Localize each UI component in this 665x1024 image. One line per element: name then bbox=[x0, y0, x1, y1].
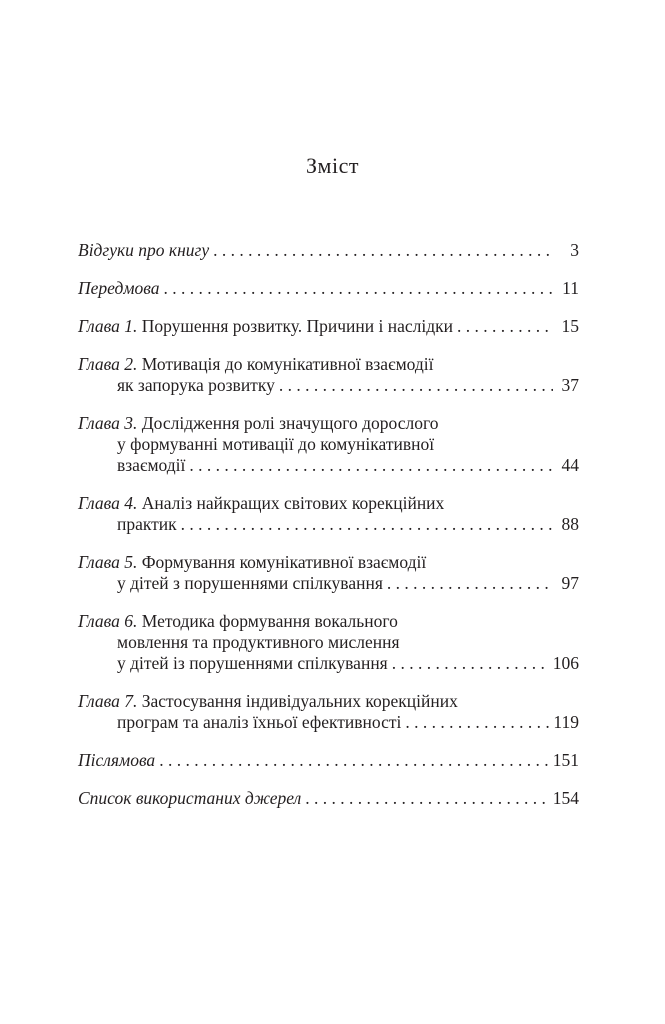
toc-entry-title-line: практик bbox=[117, 514, 177, 534]
toc-entry-title-line: програм та аналіз їхньої ефективності bbox=[117, 712, 402, 732]
dot-leader bbox=[387, 573, 553, 594]
toc-entry-chapter-1[interactable] bbox=[78, 316, 579, 337]
dot-leader bbox=[457, 316, 553, 337]
dot-leader bbox=[163, 278, 553, 299]
toc-page-number: 151 bbox=[552, 750, 579, 770]
toc-entry-chapter-4[interactable] bbox=[78, 493, 579, 535]
toc-entry-title: Список використаних джерел bbox=[78, 788, 302, 808]
toc-page-number: 154 bbox=[552, 788, 579, 808]
toc-entry-title-line: Застосування індивідуальних корекційних bbox=[141, 691, 458, 711]
toc-entry-foreword[interactable] bbox=[78, 278, 579, 299]
dot-leader bbox=[213, 240, 553, 261]
toc-entry-afterword[interactable] bbox=[78, 750, 579, 771]
toc-entry-chapter-3[interactable] bbox=[78, 413, 579, 476]
toc-page-number: 3 bbox=[570, 240, 579, 260]
toc-entry-chapter-5[interactable] bbox=[78, 552, 579, 594]
toc-entry-title-line: мовлення та продуктивного мислення bbox=[117, 632, 400, 652]
chapter-label: Глава 2. bbox=[78, 354, 138, 374]
dot-leader bbox=[405, 712, 549, 733]
toc-entry-title-line: Дослідження ролі значущого дорослого bbox=[141, 413, 439, 433]
chapter-label: Глава 5. bbox=[78, 552, 138, 572]
toc-page-number: 88 bbox=[561, 514, 579, 534]
toc-entry-title: Відгуки про книгу bbox=[78, 240, 210, 260]
toc-entry-reviews[interactable] bbox=[78, 240, 579, 261]
dot-leader bbox=[305, 788, 548, 809]
dot-leader bbox=[279, 375, 553, 396]
chapter-label: Глава 4. bbox=[78, 493, 138, 513]
page-title: Зміст bbox=[306, 153, 359, 178]
toc-entry-title: Післямова bbox=[78, 750, 156, 770]
toc-entry-title: Передмова bbox=[78, 278, 160, 298]
toc-entry-references[interactable] bbox=[78, 788, 579, 809]
toc-page-number: 119 bbox=[553, 712, 579, 732]
toc-page-number: 37 bbox=[561, 375, 579, 395]
toc-entry-title-line: Аналіз найкращих світових корекційних bbox=[141, 493, 445, 513]
toc-entry-title-line: Мотивація до комунікативної взаємодії bbox=[141, 354, 434, 374]
toc-entry-title-line: як запорука розвитку bbox=[117, 375, 275, 395]
toc-entry-title: Порушення розвитку. Причини і наслідки bbox=[141, 316, 454, 336]
toc-page-number: 97 bbox=[561, 573, 579, 593]
toc-entry-title-line: взаємодії bbox=[117, 455, 186, 475]
toc-page-number: 106 bbox=[552, 653, 579, 673]
chapter-label: Глава 7. bbox=[78, 691, 138, 711]
toc-page-number: 15 bbox=[561, 316, 579, 336]
toc-entry-title-line: Формування комунікативної взаємодії bbox=[141, 552, 427, 572]
toc-entry-title-line: у дітей з порушеннями спілкування bbox=[117, 573, 383, 593]
toc-entry-title-line: у формуванні мотивації до комунікативної bbox=[117, 434, 435, 454]
toc-page-number: 44 bbox=[561, 455, 579, 475]
dot-leader bbox=[392, 653, 549, 674]
toc-page-number: 11 bbox=[562, 278, 579, 298]
chapter-label: Глава 1. bbox=[78, 316, 138, 336]
chapter-label: Глава 6. bbox=[78, 611, 138, 631]
chapter-label: Глава 3. bbox=[78, 413, 138, 433]
toc-entry-chapter-6[interactable] bbox=[78, 611, 579, 674]
table-of-contents bbox=[78, 240, 579, 809]
dot-leader bbox=[159, 750, 549, 771]
dot-leader bbox=[181, 514, 553, 535]
toc-entry-chapter-2[interactable] bbox=[78, 354, 579, 396]
dot-leader bbox=[189, 455, 553, 476]
toc-entry-title-line: у дітей із порушеннями спілкування bbox=[117, 653, 388, 673]
toc-entry-title-line: Методика формування вокального bbox=[141, 611, 398, 631]
toc-entry-chapter-7[interactable] bbox=[78, 691, 579, 733]
